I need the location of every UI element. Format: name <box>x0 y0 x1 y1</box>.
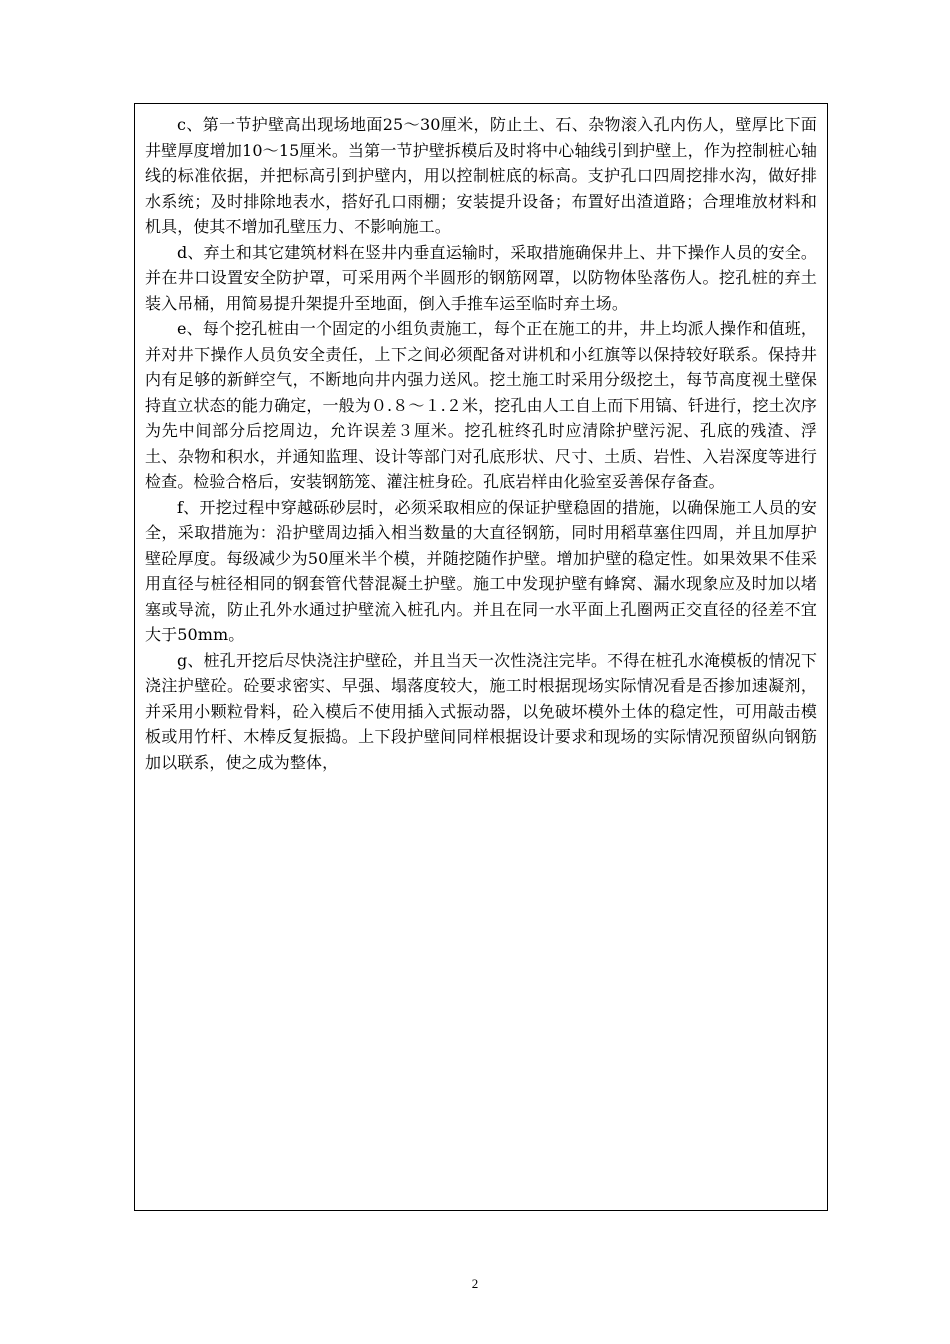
document-body <box>145 112 817 775</box>
paragraph-d: d、弃土和其它建筑材料在竖井内垂直运输时，采取措施确保井上、井下操作人员的安全。并在井口设置安全防护罩，可采用两个半圆形的钢筋网罩，以防物体坠落伤人。挖孔桩的弃土装入吊桶，用简易提升架提升至地面，倒入手推车运至临时弃土场。 <box>145 242 817 313</box>
paragraph-c: c、第一节护壁高出现场地面25～30厘米，防止土、石、杂物滚入孔内伤人，壁厚比下面井壁厚度增加10～15厘米。当第一节护壁拆模后及时将中心轴线引到护壁上，作为控制桩心轴线的标准依据，并把标高引到护壁内，用以控制桩底的标高。支护孔口四周挖排水沟，做好排水系统；及时排除地表水，搭好孔口雨棚；安装提升设备；布置好出渣道路；合理堆放材料和机具，使其不增加孔壁压力、不影响施工。 <box>145 115 817 236</box>
paragraph-g: g、桩孔开挖后尽快浇注护壁砼，并且当天一次性浇注完毕。不得在桩孔水淹模板的情况下浇注护壁砼。砼要求密实、早强、塌落度较大，施工时根据现场实际情况看是否掺加速凝剂，并采用小颗粒骨料，砼入模后不使用插入式振动器，以免破坏模外土体的稳定性，可用敲击模板或用竹杆、木棒反复振捣。上下段护壁间同样根据设计要求和现场的实际情况预留纵向钢筋加以联系，使之成为整体， <box>145 650 817 772</box>
document-frame <box>134 103 828 1211</box>
paragraph-f: f、开挖过程中穿越砾砂层时，必须采取相应的保证护壁稳固的措施，以确保施工人员的安全，采取措施为：沿护壁周边插入相当数量的大直径钢筋，同时用稻草塞住四周，并且加厚护壁砼厚度。每级减少为50厘米半个模，并随挖随作护壁。增加护壁的稳定性。如果效果不佳采用直径与桩径相同的钢套管代替混凝土护壁。施工中发现护壁有蜂窝、漏水现象应及时加以堵塞或导流，防止孔外水通过护壁流入桩孔内。并且在同一水平面上孔圈两正交直径的径差不宜大于50mm。 <box>145 497 817 644</box>
paragraph-e: e、每个挖孔桩由一个固定的小组负责施工，每个正在施工的井，井上均派人操作和值班，并对井下操作人员负安全责任，上下之间必须配备对讲机和小红旗等以保持较好联系。保持井内有足够的新鲜空气，不断地向井内强力送风。挖土施工时采用分级挖土，每节高度视土壁保持直立状态的能力确定，一般为０.８～１.２米，挖孔由人工自上而下用镐、钎进行，挖土次序为先中间部分后挖周边，允许误差３厘米。挖孔桩终孔时应清除护壁污泥、孔底的残渣、浮土、杂物和积水，并通知监理、设计等部门对孔底形状、尺寸、土质、岩性、入岩深度等进行检查。检验合格后，安装钢筋笼、灌注桩身砼。孔底岩样由化验室妥善保存备查。 <box>145 319 817 491</box>
page-number: 2 <box>471 1276 479 1291</box>
